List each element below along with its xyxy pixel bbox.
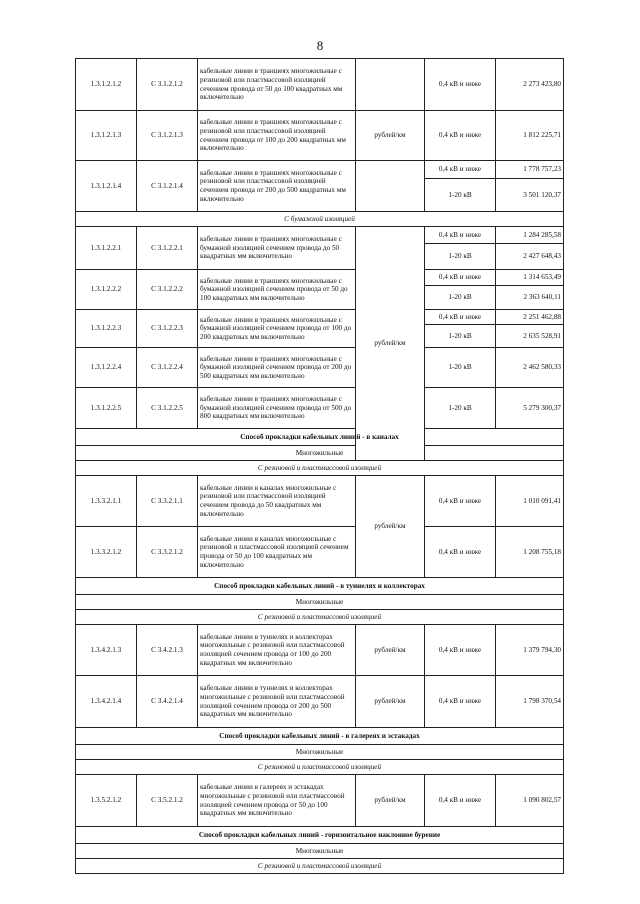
row-voltage: 1-20 кВ — [425, 348, 496, 388]
row-value: 1 379 794,30 — [496, 625, 564, 676]
table-row — [76, 527, 564, 578]
section-title: Способ прокладки кабельных линий - в туннелях и коллекторах — [76, 578, 564, 595]
row-value: 1 284 285,58 — [496, 227, 564, 244]
section-title: Способ прокладки кабельных линий - в галереях и эстакадах — [76, 728, 564, 745]
row-id: С 3.1.2.2.2 — [137, 270, 198, 310]
row-voltage: 1-20 кВ — [425, 286, 496, 310]
row-value: 1 208 755,18 — [496, 527, 564, 578]
row-id: С 3.3.2.1.2 — [137, 527, 198, 578]
table-row — [76, 388, 564, 429]
section-row — [76, 595, 564, 610]
row-description: кабельные линии в траншеях многожильные с бумажной изоляцией сечением провода до 50 квадратных мм включительно — [198, 227, 356, 270]
row-code: 1.3.1.2.2.2 — [76, 270, 137, 310]
section-subtitle: С резиновой и пластмассовой изоляцией — [76, 461, 564, 476]
row-code: 1.3.1.2.1.4 — [76, 161, 137, 212]
table-row — [76, 310, 564, 325]
row-value: 2 635 528,91 — [496, 325, 564, 348]
row-code: 1.3.1.2.1.2 — [76, 59, 137, 111]
row-id: С 3.1.2.2.1 — [137, 227, 198, 270]
section-row — [76, 461, 564, 476]
row-id: С 3.1.2.1.2 — [137, 59, 198, 111]
row-value: 1 010 091,41 — [496, 476, 564, 527]
table-row — [76, 270, 564, 286]
section-row — [76, 429, 564, 446]
row-code: 1.3.1.2.2.3 — [76, 310, 137, 348]
row-code: 1.3.1.2.1.3 — [76, 111, 137, 161]
row-unit: рублей/км — [356, 476, 425, 578]
row-code: 1.3.1.2.2.1 — [76, 227, 137, 270]
section-row — [76, 745, 564, 760]
row-value: 3 501 120,37 — [496, 179, 564, 212]
row-value: 2 462 580,33 — [496, 348, 564, 388]
page-number: 8 — [316, 38, 324, 53]
row-value: 1 314 653,49 — [496, 270, 564, 286]
row-value: 2 273 423,80 — [496, 59, 564, 111]
row-code: 1.3.3.2.1.1 — [76, 476, 137, 527]
table-row — [76, 111, 564, 161]
row-description: кабельные линии в траншеях многожильные с бумажной изоляцией сечением провода от 200 до 500 квадратных мм включительно — [198, 348, 356, 388]
row-description: кабельные линии в траншеях многожильные с резиновой или пластмассовой изоляцией сечением провода от 200 до 500 квадратных мм включительно — [198, 161, 356, 212]
section-row — [76, 859, 564, 874]
row-voltage: 0,4 кВ и ниже — [425, 775, 496, 827]
row-code: 1.3.1.2.2.4 — [76, 348, 137, 388]
row-value: 1 798 370,54 — [496, 676, 564, 728]
row-description: кабельные линии в галереях и эстакадах многожильные с резиновой или пластмассовой изоляцией сечением провода от 50 до 100 квадратных мм включительно — [198, 775, 356, 827]
tariff-table — [75, 58, 564, 874]
section-subtitle: Многожильные — [76, 446, 564, 461]
row-id: С 3.5.2.1.2 — [137, 775, 198, 827]
row-id: С 3.1.2.1.4 — [137, 161, 198, 212]
unit-empty-cell — [356, 161, 425, 212]
row-id: С 3.4.2.1.3 — [137, 625, 198, 676]
row-unit: рублей/км — [356, 111, 425, 161]
row-voltage: 0,4 кВ и ниже — [425, 111, 496, 161]
section-row — [76, 578, 564, 595]
row-voltage: 0,4 кВ и ниже — [425, 676, 496, 728]
row-value: 5 279 300,37 — [496, 388, 564, 429]
row-voltage: 0,4 кВ и ниже — [425, 310, 496, 325]
row-code: 1.3.1.2.2.5 — [76, 388, 137, 429]
table-row — [76, 161, 564, 179]
section-subtitle: С резиновой и пластмассовой изоляцией — [76, 760, 564, 775]
row-voltage: 0,4 кВ и ниже — [425, 625, 496, 676]
row-description: кабельные линии в траншеях многожильные с бумажной изоляцией сечением провода от 50 до 100 квадратных мм включительно — [198, 270, 356, 310]
table-row — [76, 625, 564, 676]
row-value: 2 251 462,88 — [496, 310, 564, 325]
row-code: 1.3.4.2.1.4 — [76, 676, 137, 728]
row-voltage: 0,4 кВ и ниже — [425, 527, 496, 578]
table-row — [76, 476, 564, 527]
row-voltage: 0,4 кВ и ниже — [425, 476, 496, 527]
row-voltage: 0,4 кВ и ниже — [425, 59, 496, 111]
section-row — [76, 610, 564, 625]
row-description: кабельные линии в каналах многожильные с резиновой и пластмассовой изоляцией сечением провода от 50 до 100 квадратных мм включительно — [198, 527, 356, 578]
row-value: 2 363 640,11 — [496, 286, 564, 310]
row-description: кабельные линии в траншеях многожильные с резиновой или пластмассовой изоляцией сечением провода от 50 до 100 квадратных мм включительно — [198, 59, 356, 111]
section-title: Способ прокладки кабельных линий - в каналах — [76, 429, 564, 446]
row-unit: рублей/км — [356, 625, 425, 676]
row-voltage: 0,4 кВ и ниже — [425, 161, 496, 179]
unit-empty-cell — [356, 59, 425, 111]
section-subtitle: Многожильные — [76, 844, 564, 859]
row-value: 1 090 802,57 — [496, 775, 564, 827]
row-id: С 3.3.2.1.1 — [137, 476, 198, 527]
row-value: 2 427 648,43 — [496, 244, 564, 270]
section-subtitle: С бумажной изоляцией — [76, 212, 564, 227]
row-id: С 3.1.2.1.3 — [137, 111, 198, 161]
table-row — [76, 348, 564, 388]
row-id: С 3.1.2.2.5 — [137, 388, 198, 429]
section-subtitle: Многожильные — [76, 595, 564, 610]
section-row — [76, 844, 564, 859]
row-voltage: 1-20 кВ — [425, 179, 496, 212]
row-unit: рублей/км — [356, 676, 425, 728]
section-row — [76, 760, 564, 775]
row-value: 1 812 225,71 — [496, 111, 564, 161]
row-id: С 3.1.2.2.4 — [137, 348, 198, 388]
table-row — [76, 227, 564, 244]
row-voltage: 0,4 кВ и ниже — [425, 270, 496, 286]
row-unit: рублей/км — [356, 775, 425, 827]
row-voltage: 1-20 кВ — [425, 244, 496, 270]
table-row — [76, 59, 564, 111]
row-description: кабельные линии в траншеях многожильные с бумажной изоляцией сечением провода от 500 до 800 квадратных мм включительно — [198, 388, 356, 429]
row-value: 1 778 757,23 — [496, 161, 564, 179]
section-subtitle: Многожильные — [76, 745, 564, 760]
section-row — [76, 728, 564, 745]
row-voltage: 0,4 кВ и ниже — [425, 227, 496, 244]
section-row — [76, 446, 564, 461]
section-row — [76, 212, 564, 227]
table-row — [76, 676, 564, 728]
row-unit: рублей/км — [356, 227, 425, 461]
row-code: 1.3.5.2.1.2 — [76, 775, 137, 827]
row-description: кабельные линии в каналах многожильные с резиновой или пластмассовой изоляцией сечением провода до 50 квадратных мм включительно — [198, 476, 356, 527]
row-id: С 3.1.2.2.3 — [137, 310, 198, 348]
row-code: 1.3.4.2.1.3 — [76, 625, 137, 676]
table-row — [76, 775, 564, 827]
row-description: кабельные линии в туннелях и коллекторах многожильные с резиновой или пластмассовой изоляцией сечением провода от 200 до 500 квадратных мм включительно — [198, 676, 356, 728]
row-description: кабельные линии в траншеях многожильные с бумажной изоляцией сечением провода от 100 до 200 квадратных мм включительно — [198, 310, 356, 348]
section-title: Способ прокладки кабельных линий - горизонтальное наклонное бурение — [76, 827, 564, 844]
row-voltage: 1-20 кВ — [425, 388, 496, 429]
row-id: С 3.4.2.1.4 — [137, 676, 198, 728]
section-subtitle: С резиновой и пластмассовой изоляцией — [76, 610, 564, 625]
row-code: 1.3.3.2.1.2 — [76, 527, 137, 578]
row-description: кабельные линии в туннелях и коллекторах многожильные с резиновой или пластмассовой изоляцией сечением провода от 100 до 200 квадратных мм включительно — [198, 625, 356, 676]
row-voltage: 1-20 кВ — [425, 325, 496, 348]
section-subtitle: С резиновой и пластмассовой изоляцией — [76, 859, 564, 874]
row-description: кабельные линии в траншеях многожильные с резиновой или пластмассовой изоляцией сечением провода от 100 до 200 квадратных мм включительно — [198, 111, 356, 161]
section-row — [76, 827, 564, 844]
